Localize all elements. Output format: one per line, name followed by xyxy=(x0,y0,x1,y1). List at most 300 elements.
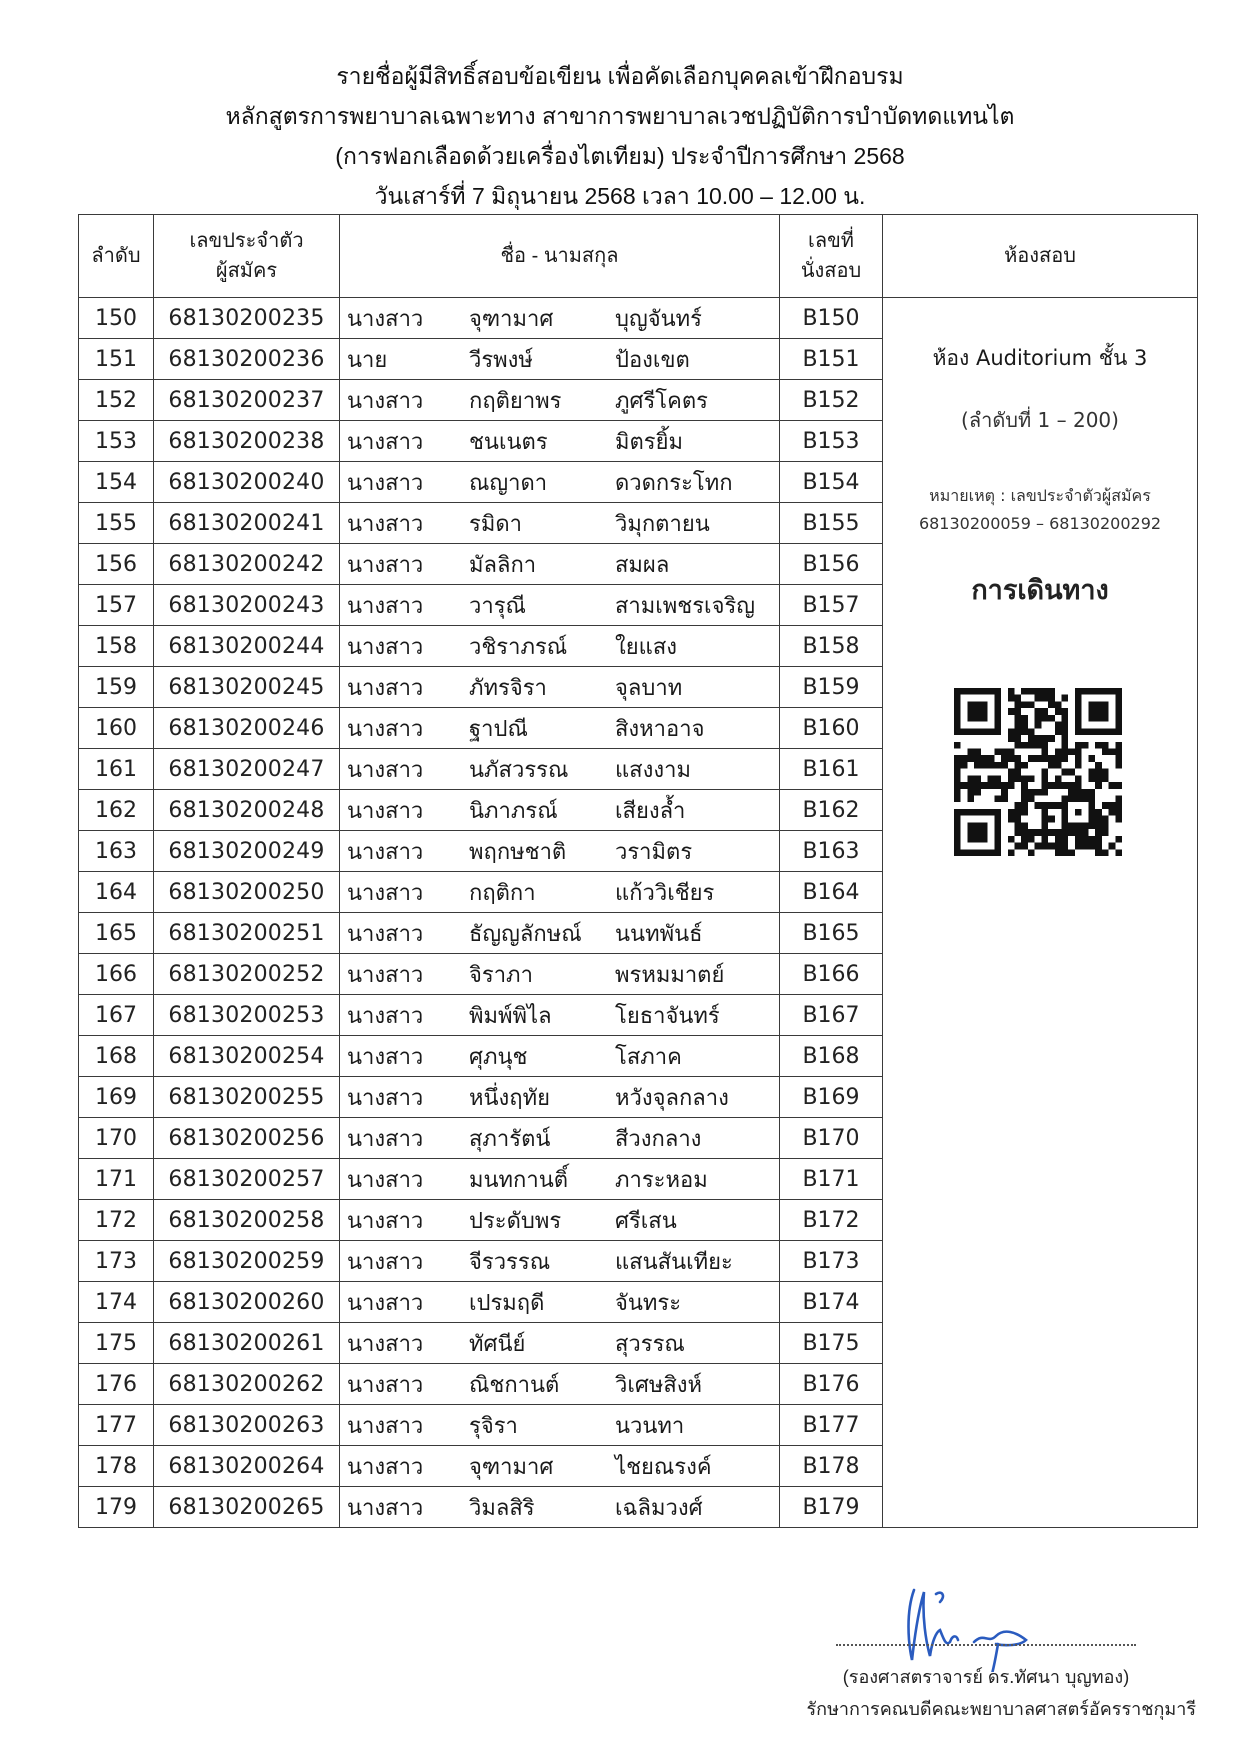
qr-module xyxy=(988,782,995,789)
travel-heading: การเดินทาง xyxy=(971,575,1109,606)
qr-module xyxy=(1041,688,1048,695)
row-number: 155 xyxy=(79,503,154,544)
seat-number: B173 xyxy=(780,1241,883,1282)
qr-module xyxy=(1028,829,1035,836)
qr-module xyxy=(1055,748,1062,755)
first-name: สุภารัตน์ xyxy=(469,1125,551,1151)
column-header-name xyxy=(340,215,780,298)
qr-module xyxy=(1068,849,1075,856)
qr-module xyxy=(961,755,968,762)
applicant-id: 68130200236 xyxy=(154,339,340,380)
qr-module xyxy=(1055,722,1062,729)
applicant-name xyxy=(340,380,780,421)
qr-module xyxy=(1115,802,1122,809)
qr-module xyxy=(1075,782,1082,789)
qr-module xyxy=(1021,843,1028,850)
last-name: โยธาจันทร์ xyxy=(615,1002,720,1028)
applicant-id: 68130200264 xyxy=(154,1446,340,1487)
last-name: สีวงกลาง xyxy=(615,1125,702,1151)
qr-module xyxy=(1014,809,1021,816)
qr-module xyxy=(1041,782,1048,789)
seat-number: B153 xyxy=(780,421,883,462)
qr-module xyxy=(1115,836,1122,843)
candidate-table xyxy=(78,214,1198,1528)
qr-module xyxy=(1109,782,1116,789)
qr-module xyxy=(1014,722,1021,729)
qr-module xyxy=(1075,775,1082,782)
qr-module xyxy=(994,782,1001,789)
row-number: 157 xyxy=(79,585,154,626)
applicant-id: 68130200252 xyxy=(154,954,340,995)
qr-module xyxy=(1115,849,1122,856)
applicant-name xyxy=(340,462,780,503)
name-prefix: นางสาว xyxy=(347,961,424,987)
qr-module xyxy=(1055,843,1062,850)
applicant-id: 68130200246 xyxy=(154,708,340,749)
row-number: 170 xyxy=(79,1118,154,1159)
qr-module xyxy=(1028,701,1035,708)
applicant-name xyxy=(340,1036,780,1077)
qr-module xyxy=(1014,742,1021,749)
qr-module xyxy=(1109,802,1116,809)
qr-module xyxy=(1048,695,1055,702)
qr-module xyxy=(967,782,974,789)
qr-module xyxy=(1014,695,1021,702)
qr-module xyxy=(1021,836,1028,843)
row-number: 176 xyxy=(79,1364,154,1405)
qr-module xyxy=(1041,802,1048,809)
qr-module xyxy=(1115,755,1122,762)
qr-module xyxy=(1075,843,1082,850)
first-name: มนทกานติ์ xyxy=(469,1166,569,1192)
row-number: 177 xyxy=(79,1405,154,1446)
name-prefix: นาย xyxy=(347,346,388,372)
row-number: 179 xyxy=(79,1487,154,1528)
name-prefix: นางสาว xyxy=(347,1248,424,1274)
seat-number: B168 xyxy=(780,1036,883,1077)
qr-module xyxy=(967,796,974,803)
row-number: 168 xyxy=(79,1036,154,1077)
row-number: 178 xyxy=(79,1446,154,1487)
applicant-name xyxy=(340,1446,780,1487)
qr-module xyxy=(1055,728,1062,735)
qr-module xyxy=(1102,775,1109,782)
applicant-id: 68130200247 xyxy=(154,749,340,790)
qr-module xyxy=(1068,748,1075,755)
qr-module xyxy=(1082,789,1089,796)
qr-module xyxy=(1035,695,1042,702)
seat-number: B178 xyxy=(780,1446,883,1487)
row-number: 151 xyxy=(79,339,154,380)
qr-module xyxy=(1055,802,1062,809)
name-prefix: นางสาว xyxy=(347,1125,424,1151)
applicant-id: 68130200260 xyxy=(154,1282,340,1323)
seat-number: B164 xyxy=(780,872,883,913)
table-row xyxy=(79,298,1198,339)
qr-module xyxy=(1115,782,1122,789)
qr-module xyxy=(988,775,995,782)
seat-number: B165 xyxy=(780,913,883,954)
qr-module xyxy=(1021,782,1028,789)
qr-module xyxy=(1021,822,1028,829)
qr-module xyxy=(1028,735,1035,742)
first-name: ประดับพร xyxy=(469,1207,562,1233)
last-name: ป้องเขต xyxy=(615,346,690,372)
signature-image xyxy=(900,1582,1040,1672)
applicant-id: 68130200258 xyxy=(154,1200,340,1241)
applicant-name xyxy=(340,421,780,462)
last-name: จันทระ xyxy=(615,1289,682,1315)
qr-module xyxy=(988,755,995,762)
qr-module xyxy=(1115,816,1122,823)
name-prefix: นางสาว xyxy=(347,674,424,700)
qr-module xyxy=(1048,816,1055,823)
last-name: หวังจุลกลาง xyxy=(615,1084,729,1110)
qr-module xyxy=(1062,715,1069,722)
applicant-id: 68130200265 xyxy=(154,1487,340,1528)
last-name: เฉลิมวงศ์ xyxy=(615,1494,703,1520)
column-header-seat-line1: เลขที่ xyxy=(808,230,854,252)
qr-module xyxy=(1041,769,1048,776)
seat-number: B154 xyxy=(780,462,883,503)
name-prefix: นางสาว xyxy=(347,1166,424,1192)
qr-module xyxy=(1055,708,1062,715)
first-name: พิมพ์พิไล xyxy=(469,1002,552,1028)
column-header-name-label: ชื่อ - นามสกุล xyxy=(500,245,619,267)
last-name: วรามิตร xyxy=(615,838,693,864)
seat-number: B175 xyxy=(780,1323,883,1364)
qr-module xyxy=(1095,822,1102,829)
last-name: ภูศรีโคตร xyxy=(615,387,708,413)
applicant-name xyxy=(340,1405,780,1446)
header-title-line-1: รายชื่อผู้มีสิทธิ์สอบข้อเขียน เพื่อคัดเลือกบุคคลเข้าฝึกอบรม xyxy=(336,63,904,89)
qr-module xyxy=(1115,796,1122,803)
applicant-name xyxy=(340,1200,780,1241)
row-number: 162 xyxy=(79,790,154,831)
column-header-no-label: ลำดับ xyxy=(91,245,141,267)
header-title-line-3: (การฟอกเลือดด้วยเครื่องไตเทียม) ประจำปีการศึกษา 2568 xyxy=(335,143,905,169)
qr-module xyxy=(1008,748,1015,755)
qr-module xyxy=(1041,708,1048,715)
applicant-id: 68130200263 xyxy=(154,1405,340,1446)
seat-number: B152 xyxy=(780,380,883,421)
last-name: นวนทา xyxy=(615,1412,685,1438)
qr-module xyxy=(967,789,974,796)
last-name: วิมุกตายน xyxy=(615,510,710,536)
applicant-id: 68130200244 xyxy=(154,626,340,667)
qr-module xyxy=(1048,829,1055,836)
applicant-id: 68130200259 xyxy=(154,1241,340,1282)
qr-module xyxy=(974,755,981,762)
qr-module xyxy=(1001,789,1008,796)
qr-module xyxy=(1088,789,1095,796)
applicant-name xyxy=(340,544,780,585)
qr-module xyxy=(1088,755,1095,762)
qr-module xyxy=(981,782,988,789)
name-prefix: นางสาว xyxy=(347,1330,424,1356)
qr-module xyxy=(994,775,1001,782)
qr-module xyxy=(1014,802,1021,809)
applicant-name xyxy=(340,913,780,954)
applicant-id: 68130200237 xyxy=(154,380,340,421)
column-header-applicant-id xyxy=(154,215,340,298)
qr-module xyxy=(1095,775,1102,782)
qr-module xyxy=(1028,796,1035,803)
applicant-name xyxy=(340,995,780,1036)
name-prefix: นางสาว xyxy=(347,551,424,577)
applicant-id: 68130200261 xyxy=(154,1323,340,1364)
first-name: กฤติยาพร xyxy=(469,387,562,413)
name-prefix: นางสาว xyxy=(347,1453,424,1479)
qr-module xyxy=(967,775,974,782)
first-name: นิภาภรณ์ xyxy=(469,797,558,823)
last-name: ไชยณรงค์ xyxy=(615,1453,712,1479)
header-date-line: วันเสาร์ที่ 7 มิถุนายน 2568 เวลา 10.00 – 12.00 น. xyxy=(374,183,866,209)
name-prefix: นางสาว xyxy=(347,1043,424,1069)
qr-module xyxy=(1075,762,1082,769)
qr-module xyxy=(1028,755,1035,762)
qr-module xyxy=(974,748,981,755)
qr-module xyxy=(1021,722,1028,729)
qr-module xyxy=(1041,836,1048,843)
column-header-room xyxy=(883,215,1198,298)
name-prefix: นางสาว xyxy=(347,305,424,331)
qr-module xyxy=(1095,829,1102,836)
first-name: ศุภนุช xyxy=(469,1043,528,1069)
seat-number: B157 xyxy=(780,585,883,626)
row-number: 166 xyxy=(79,954,154,995)
qr-module xyxy=(1041,695,1048,702)
seat-number: B172 xyxy=(780,1200,883,1241)
first-name: ณญาดา xyxy=(469,469,548,495)
qr-module xyxy=(1035,722,1042,729)
qr-module xyxy=(1088,775,1095,782)
applicant-name xyxy=(340,1282,780,1323)
qr-module xyxy=(1028,688,1035,695)
qr-module xyxy=(1095,782,1102,789)
row-number: 167 xyxy=(79,995,154,1036)
qr-module xyxy=(1008,735,1015,742)
applicant-name xyxy=(340,626,780,667)
first-name: จุฑามาศ xyxy=(469,1453,554,1479)
qr-module xyxy=(1048,715,1055,722)
first-name: เปรมฤดี xyxy=(469,1289,545,1315)
qr-module xyxy=(1102,849,1109,856)
qr-module xyxy=(1021,775,1028,782)
qr-module xyxy=(974,775,981,782)
qr-module xyxy=(1028,742,1035,749)
last-name: มิตรยิ้ม xyxy=(615,428,683,454)
applicant-id: 68130200262 xyxy=(154,1364,340,1405)
qr-module xyxy=(1068,782,1075,789)
name-prefix: นางสาว xyxy=(347,838,424,864)
qr-module xyxy=(1115,748,1122,755)
qr-module xyxy=(1095,843,1102,850)
applicant-id: 68130200254 xyxy=(154,1036,340,1077)
first-name: กฤติกา xyxy=(469,879,536,905)
qr-module xyxy=(1095,836,1102,843)
name-prefix: นางสาว xyxy=(347,1289,424,1315)
qr-module xyxy=(1109,748,1116,755)
qr-module xyxy=(954,769,961,776)
qr-module xyxy=(954,742,961,749)
qr-module xyxy=(1088,836,1095,843)
name-prefix: นางสาว xyxy=(347,510,424,536)
first-name: วารุณี xyxy=(469,592,526,618)
row-number: 150 xyxy=(79,298,154,339)
qr-module xyxy=(1062,708,1069,715)
qr-module xyxy=(1035,802,1042,809)
seat-number: B170 xyxy=(780,1118,883,1159)
qr-module xyxy=(1008,775,1015,782)
qr-module xyxy=(1062,849,1069,856)
qr-module xyxy=(1048,802,1055,809)
header-title-line-2: หลักสูตรการพยาบาลเฉพาะทาง สาขาการพยาบาลเวชปฏิบัติการบำบัดทดแทนไต xyxy=(225,103,1015,129)
qr-module xyxy=(1095,762,1102,769)
name-prefix: นางสาว xyxy=(347,1084,424,1110)
qr-module xyxy=(1035,742,1042,749)
qr-module xyxy=(994,762,1001,769)
last-name: พรหมมาตย์ xyxy=(615,961,725,987)
qr-module xyxy=(1102,822,1109,829)
qr-module xyxy=(988,762,995,769)
applicant-name xyxy=(340,749,780,790)
qr-module xyxy=(1001,748,1008,755)
qr-module xyxy=(1001,755,1008,762)
qr-module xyxy=(1095,742,1102,749)
first-name: ชนเนตร xyxy=(469,428,548,454)
first-name: ธัญญลักษณ์ xyxy=(469,920,582,946)
row-number: 163 xyxy=(79,831,154,872)
qr-module xyxy=(1035,715,1042,722)
qr-module xyxy=(1021,688,1028,695)
row-number: 154 xyxy=(79,462,154,503)
qr-module xyxy=(1062,755,1069,762)
last-name: โสภาค xyxy=(615,1043,682,1069)
qr-module xyxy=(1048,755,1055,762)
qr-module xyxy=(1041,715,1048,722)
qr-module xyxy=(1035,789,1042,796)
seat-number: B163 xyxy=(780,831,883,872)
last-name: วิเศษสิงห์ xyxy=(615,1371,703,1397)
qr-module xyxy=(1028,789,1035,796)
last-name: แก้ววิเชียร xyxy=(615,879,715,905)
row-number: 156 xyxy=(79,544,154,585)
seat-number: B159 xyxy=(780,667,883,708)
qr-module xyxy=(1041,742,1048,749)
name-prefix: นางสาว xyxy=(347,387,424,413)
column-header-no xyxy=(79,215,154,298)
qr-module xyxy=(1014,822,1021,829)
qr-module xyxy=(1014,769,1021,776)
column-header-seat-line2: นั่งสอบ xyxy=(800,260,862,282)
seat-number: B174 xyxy=(780,1282,883,1323)
qr-module xyxy=(1041,822,1048,829)
last-name: สิงหาอาจ xyxy=(615,715,705,741)
qr-module xyxy=(1082,829,1089,836)
qr-module xyxy=(1008,695,1015,702)
qr-module xyxy=(961,782,968,789)
qr-module xyxy=(1014,816,1021,823)
qr-module xyxy=(1068,769,1075,776)
last-name: เสียงล้ำ xyxy=(615,797,686,823)
first-name: รมิดา xyxy=(469,510,522,536)
applicant-id: 68130200242 xyxy=(154,544,340,585)
name-prefix: นางสาว xyxy=(347,633,424,659)
signature-stroke xyxy=(909,1590,959,1660)
name-prefix: นางสาว xyxy=(347,756,424,782)
last-name: บุญจันทร์ xyxy=(615,305,702,331)
qr-module xyxy=(1082,843,1089,850)
qr-module xyxy=(1014,715,1021,722)
name-prefix: นางสาว xyxy=(347,920,424,946)
qr-module xyxy=(1008,816,1015,823)
first-name: พฤกษชาติ xyxy=(469,838,567,864)
qr-module xyxy=(1062,829,1069,836)
table-body xyxy=(79,298,1198,1528)
qr-module xyxy=(1014,735,1021,742)
qr-module xyxy=(1102,769,1109,776)
qr-module xyxy=(1008,755,1015,762)
qr-module xyxy=(1021,715,1028,722)
last-name: ใยแสง xyxy=(615,633,677,659)
qr-module xyxy=(1021,796,1028,803)
row-number: 169 xyxy=(79,1077,154,1118)
qr-module xyxy=(1062,695,1069,702)
qr-module xyxy=(994,796,1001,803)
first-name: จุฑามาศ xyxy=(469,305,554,331)
qr-module xyxy=(1041,735,1048,742)
seat-number: B179 xyxy=(780,1487,883,1528)
qr-module xyxy=(1021,701,1028,708)
applicant-name xyxy=(340,1241,780,1282)
qr-module xyxy=(1008,849,1015,856)
qr-module xyxy=(1041,755,1048,762)
name-prefix: นางสาว xyxy=(347,1207,424,1233)
qr-module xyxy=(1055,701,1062,708)
qr-module xyxy=(1062,728,1069,735)
qr-module xyxy=(1068,829,1075,836)
qr-module xyxy=(1102,802,1109,809)
row-number: 161 xyxy=(79,749,154,790)
qr-finder-pattern xyxy=(1088,701,1108,721)
row-number: 171 xyxy=(79,1159,154,1200)
qr-module xyxy=(1014,829,1021,836)
name-prefix: นางสาว xyxy=(347,1371,424,1397)
qr-code-icon[interactable] xyxy=(954,688,1122,856)
qr-module xyxy=(1062,722,1069,729)
applicant-name xyxy=(340,339,780,380)
applicant-id: 68130200243 xyxy=(154,585,340,626)
qr-module xyxy=(1008,836,1015,843)
qr-module xyxy=(1062,836,1069,843)
qr-module xyxy=(1062,769,1069,776)
applicant-id: 68130200251 xyxy=(154,913,340,954)
row-number: 159 xyxy=(79,667,154,708)
document-header xyxy=(0,56,1240,216)
last-name: แสนสันเทียะ xyxy=(615,1248,733,1274)
qr-module xyxy=(961,762,968,769)
qr-module xyxy=(1008,782,1015,789)
applicant-name xyxy=(340,1159,780,1200)
seat-number: B177 xyxy=(780,1405,883,1446)
row-number: 173 xyxy=(79,1241,154,1282)
qr-module xyxy=(1068,789,1075,796)
applicant-id: 68130200257 xyxy=(154,1159,340,1200)
qr-module xyxy=(1008,769,1015,776)
first-name: ณิชกานต์ xyxy=(469,1371,560,1397)
qr-module xyxy=(1075,748,1082,755)
